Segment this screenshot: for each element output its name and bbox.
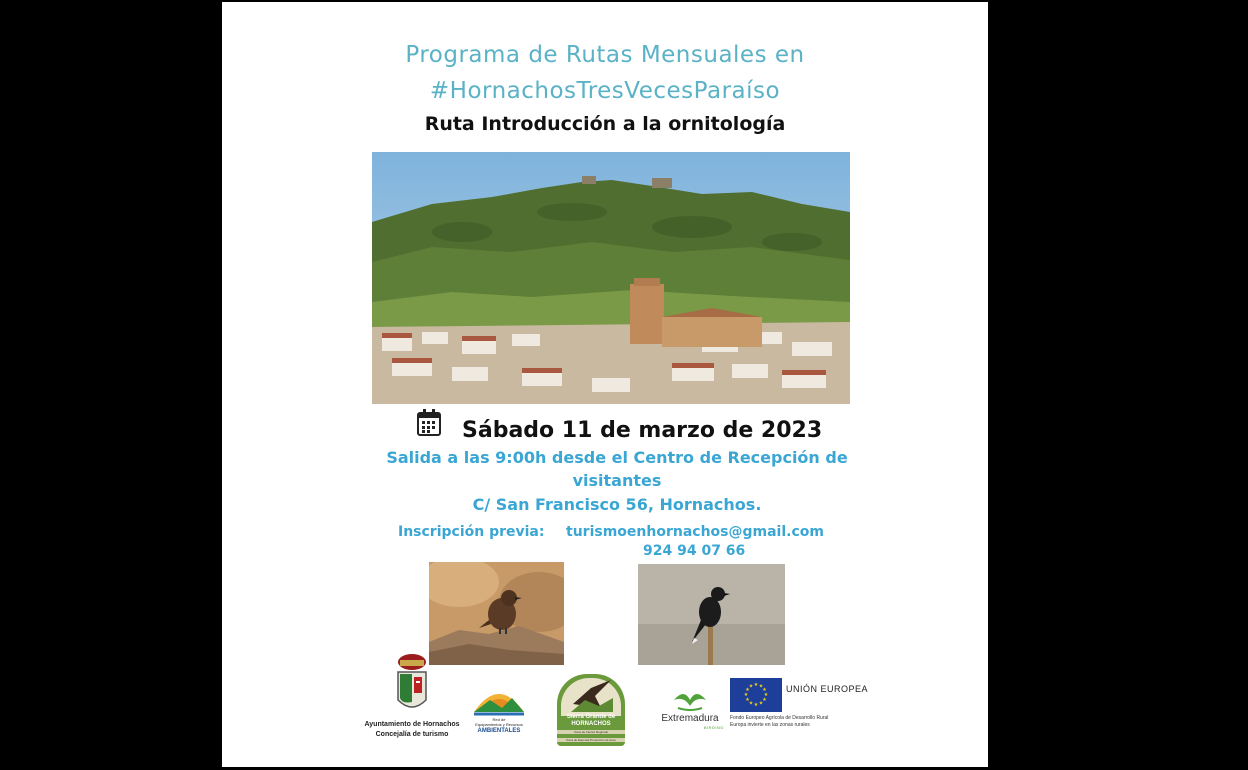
- eu-title: UNIÓN EUROPEA: [786, 684, 869, 694]
- svg-text:★: ★: [745, 687, 750, 693]
- red-line3: AMBIENTALES: [477, 728, 521, 734]
- program-title-line2: #HornachosTresVecesParaíso: [429, 78, 781, 104]
- red-line2: Equipamientos y Recursos: [475, 722, 523, 727]
- departure-line1: Salida a las 9:00h desde el Centro de Recepción de: [386, 448, 848, 467]
- poster: [222, 2, 988, 767]
- red-equipamientos-label: [466, 717, 532, 735]
- svg-text:★: ★: [743, 692, 749, 698]
- bird-photo-perch: [638, 564, 785, 665]
- eu-line1: Fondo Europeo Agrícola de Desarrollo Rural: [730, 715, 829, 721]
- sierra-line1: Sierra Grande de: [566, 714, 616, 720]
- svg-text:★: ★: [753, 682, 759, 688]
- svg-text:★: ★: [762, 687, 767, 693]
- red-equipamientos-icon: [472, 680, 526, 716]
- calendar-icon: [417, 409, 441, 437]
- svg-text:★: ★: [762, 697, 767, 703]
- registration-label: Inscripción previa:: [398, 524, 545, 540]
- ayuntamiento-line2: Concejalía de turismo: [375, 731, 449, 738]
- sierra-grande-logo: [557, 674, 625, 746]
- eagle-icon: [571, 678, 613, 712]
- event-date: Sábado 11 de marzo de 2023: [462, 418, 823, 443]
- eu-line2: Europa invierte en las zonas rurales: [730, 722, 810, 728]
- ayuntamiento-label: [352, 720, 472, 740]
- svg-text:★: ★: [745, 697, 750, 703]
- ayuntamiento-crest-icon: [392, 652, 432, 718]
- route-title: Ruta Introducción a la ornitología: [424, 113, 786, 135]
- extremadura-bird-icon: [670, 686, 710, 712]
- svg-text:★: ★: [753, 702, 759, 708]
- address: C/ San Francisco 56, Hornachos.: [472, 495, 762, 514]
- sierra-line2: HORNACHOS: [571, 721, 611, 727]
- departure-line2: visitantes: [572, 471, 662, 490]
- ayuntamiento-line1: Ayuntamiento de Hornachos: [364, 721, 460, 728]
- registration-email[interactable]: turismoenhornachos@gmail.com: [566, 524, 824, 540]
- svg-text:★: ★: [758, 683, 764, 690]
- svg-text:★: ★: [763, 692, 769, 698]
- eu-flag-icon: [730, 678, 782, 712]
- registration-phone: 924 94 07 66: [643, 543, 746, 559]
- eu-caption: [730, 715, 870, 729]
- red-line1: Red de: [492, 717, 506, 722]
- svg-text:★: ★: [748, 683, 754, 690]
- hornachos-photo: [372, 152, 850, 404]
- sierra-line4: Zona de Especial Protección de Aves: [566, 738, 616, 742]
- svg-text:★: ★: [748, 700, 754, 707]
- extremadura-sub: BIRDING: [703, 725, 724, 730]
- extremadura-label: Extremadura: [661, 713, 719, 724]
- program-title-line1: Programa de Rutas Mensuales en: [405, 42, 805, 68]
- svg-text:★: ★: [758, 700, 764, 707]
- sierra-line3: Zona de Interés Regional: [574, 730, 608, 734]
- bird-photo-rock: [429, 562, 564, 665]
